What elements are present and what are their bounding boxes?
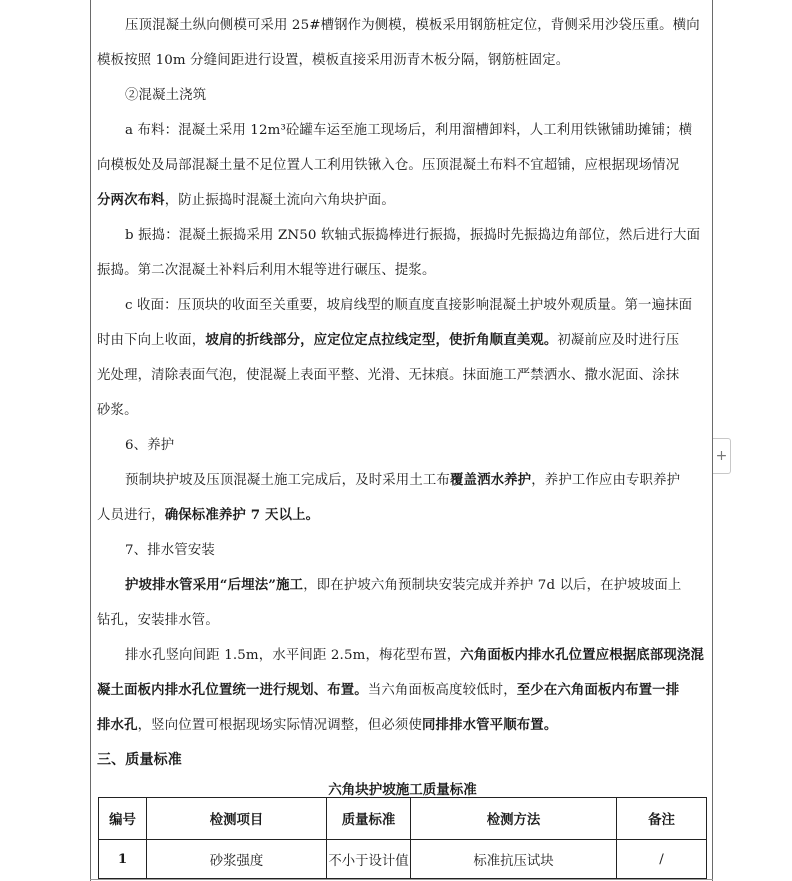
text-line xyxy=(97,708,708,743)
cell-remark: / xyxy=(617,840,707,879)
cell-method: 标准抗压试块 xyxy=(411,840,617,879)
header-cell-standard: 质量标准 xyxy=(327,798,411,840)
bold-text-run: 同排排水管平顺布置。 xyxy=(421,717,558,733)
text-line xyxy=(97,428,708,463)
cell-number: 1 xyxy=(99,840,147,879)
text-run: 人员进行， xyxy=(97,508,165,523)
text-run: 钻孔，安装排水管。 xyxy=(97,613,219,628)
bold-text-run: 六角面板内排水孔位置应根据底部现浇混 xyxy=(460,647,705,663)
text-line xyxy=(97,673,708,708)
expand-plus-button[interactable] xyxy=(713,438,731,474)
text-line xyxy=(97,533,708,568)
bold-text-run: 覆盖洒水养护 xyxy=(449,472,532,488)
text-run: ，养护工作应由专职养护 xyxy=(531,473,681,488)
text-line xyxy=(97,393,708,428)
text-line xyxy=(97,8,708,43)
cell-standard: 不小于设计值 xyxy=(327,840,411,879)
text-line xyxy=(97,218,708,253)
text-line xyxy=(97,113,708,148)
bold-text-run: 至少在六角面板内布置一排 xyxy=(516,682,680,698)
text-line xyxy=(97,288,708,323)
bold-text-run: 凝土面板内排水孔位置统一进行规划、布置。 xyxy=(97,682,368,698)
bold-text-run: 排水孔 xyxy=(97,717,138,733)
bold-text-run: 坡肩的折线部分，应定位定点拉线定型，使折角顺直美观。 xyxy=(205,332,558,348)
text-run: 模板按照 10m 分缝间距进行设置，模板直接采用沥青木板分隔，钢筋桩固定。 xyxy=(97,53,570,68)
text-run: ，防止振捣时混凝土流向六角块护面。 xyxy=(164,193,395,208)
text-run: 光处理，清除表面气泡，使混凝上表面平整、光滑、无抹痕。抹面施工严禁洒水、撒水泥面、涂抹 xyxy=(97,368,680,383)
text-run: 当六角面板高度较低时， xyxy=(367,683,517,698)
text-run: a 布料：混凝土采用 12m³砼罐车运至施工现场后，利用溜槽卸料，人工利用铁锹铺助摊铺；横 xyxy=(125,123,693,138)
text-line xyxy=(97,148,708,183)
table-header-row xyxy=(99,798,707,840)
plus-icon: + xyxy=(715,448,728,464)
text-line xyxy=(97,183,708,218)
text-run: ，即在护坡六角预制块安装完成并养护 7d 以后，在护坡坡面上 xyxy=(303,578,682,593)
bold-text-run: 护坡排水管采用“后埋法”施工 xyxy=(125,577,304,593)
page-left-border xyxy=(90,0,91,881)
text-run: ②混凝土浇筑 xyxy=(125,88,207,103)
text-line xyxy=(97,463,708,498)
text-line xyxy=(97,323,708,358)
text-line xyxy=(97,253,708,288)
text-run: 预制块护坡及压顶混凝土施工完成后，及时采用土工布 xyxy=(125,473,450,488)
cell-item: 砂浆强度 xyxy=(147,840,327,879)
text-line xyxy=(97,78,708,113)
text-run: 初凝前应及时进行压 xyxy=(557,333,680,348)
text-run: 时由下向上收面， xyxy=(97,333,206,348)
table-row xyxy=(99,840,707,879)
text-line xyxy=(97,498,708,533)
text-line xyxy=(97,43,708,78)
text-run: c 收面：压顶块的收面至关重要，坡肩线型的顺直度直接影响混凝土护坡外观质量。第一遍抹面 xyxy=(125,298,693,313)
page-bottom-edge xyxy=(90,879,713,880)
header-cell-item: 检测项目 xyxy=(147,798,327,840)
text-run: 7、排水管安装 xyxy=(125,543,215,558)
table-title: 六角块护坡施工质量标准 xyxy=(328,782,477,798)
header-cell-method: 检测方法 xyxy=(411,798,617,840)
text-run: 排水孔竖向间距 1.5m，水平间距 2.5m，梅花型布置， xyxy=(125,648,461,663)
text-run: 振捣。第二次混凝土补料后利用木辊等进行碾压、提浆。 xyxy=(97,263,436,278)
text-run: 6、养护 xyxy=(125,438,175,453)
text-line xyxy=(97,568,708,603)
text-run: 向模板处及局部混凝土量不足位置人工利用铁锹入仓。压顶混凝土布料不宜超铺，应根据现场情况 xyxy=(97,158,680,173)
text-run: 压顶混凝土纵向侧模可采用 25#槽钢作为侧模，模板采用钢筋桩定位，背侧采用沙袋压重。横向 xyxy=(125,18,700,33)
header-cell-number: 编号 xyxy=(99,798,147,840)
quality-standard-table xyxy=(98,797,707,879)
text-line xyxy=(97,358,708,393)
text-run: 砂浆。 xyxy=(97,403,138,418)
text-line xyxy=(97,603,708,638)
text-line xyxy=(97,638,708,673)
bold-text-run: 确保标准养护 7 天以上。 xyxy=(164,507,320,523)
section-heading: 三、质量标准 xyxy=(97,752,182,768)
bold-text-run: 分两次布料 xyxy=(97,192,165,208)
text-run: b 振捣：混凝土振捣采用 ZN50 软轴式振捣棒进行振捣，振捣时先振捣边角部位，然后进行大面 xyxy=(125,228,701,243)
text-run: ，竖向位置可根据现场实际情况调整，但必须使 xyxy=(137,718,422,733)
header-cell-remark: 备注 xyxy=(617,798,707,840)
